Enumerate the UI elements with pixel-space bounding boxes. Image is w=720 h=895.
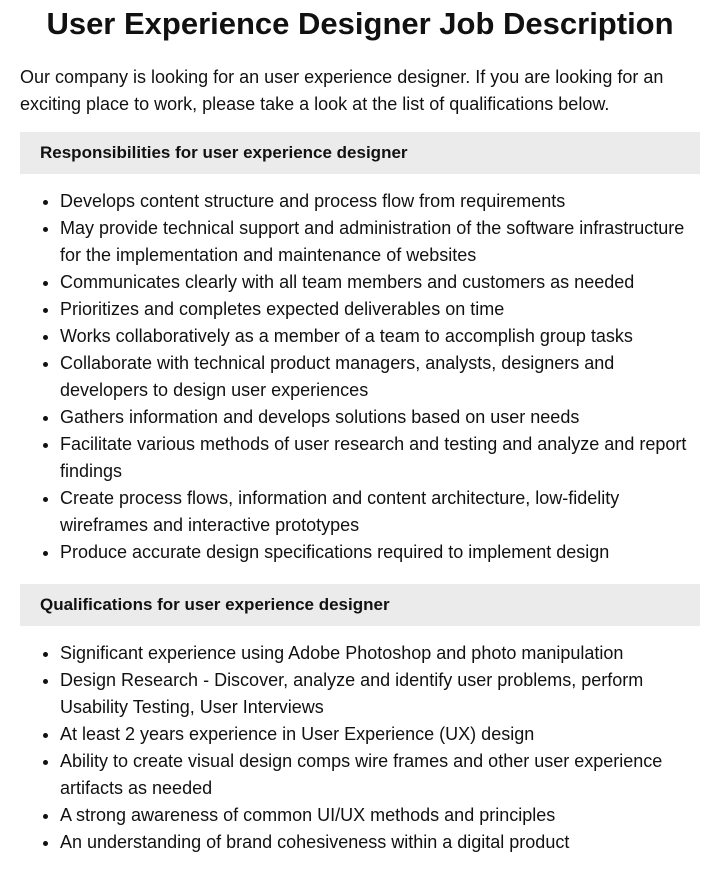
list-item: • Design Research - Discover, analyze and identify user problems, perform Usability Testing, User Interviews xyxy=(60,667,700,721)
page-title: User Experience Designer Job Description xyxy=(46,6,674,41)
list-item: • Facilitate various methods of user research and testing and analyze and report findings xyxy=(60,431,700,485)
section-list xyxy=(20,188,700,566)
list-item: • Produce accurate design specifications required to implement design xyxy=(60,539,700,566)
list-item: • At least 2 years experience in User Experience (UX) design xyxy=(60,721,700,748)
list-item: • Works collaboratively as a member of a team to accomplish group tasks xyxy=(60,323,700,350)
list-item: • Create process flows, information and content architecture, low-fidelity wireframes and interactive prototypes xyxy=(60,485,700,539)
section-list xyxy=(20,640,700,856)
list-item: • A strong awareness of common UI/UX methods and principles xyxy=(60,802,700,829)
list-item: • Significant experience using Adobe Photoshop and photo manipulation xyxy=(60,640,700,667)
list-item: • An understanding of brand cohesiveness within a digital product xyxy=(60,829,700,856)
section-heading: Qualifications for user experience designer xyxy=(20,584,700,626)
list-item: • May provide technical support and administration of the software infrastructure for the implementation and maintenance of websites xyxy=(60,215,700,269)
list-item: • Ability to create visual design comps wire frames and other user experience artifacts as needed xyxy=(60,748,700,802)
list-item: • Gathers information and develops solutions based on user needs xyxy=(60,404,700,431)
list-item: • Collaborate with technical product managers, analysts, designers and developers to design user experiences xyxy=(60,350,700,404)
list-item: • Communicates clearly with all team members and customers as needed xyxy=(60,269,700,296)
list-item: • Prioritizes and completes expected deliverables on time xyxy=(60,296,700,323)
intro-text: Our company is looking for an user experience designer. If you are looking for an exciting place to work, please take a look at the list of qualifications below. xyxy=(20,67,664,114)
list-item: • Develops content structure and process flow from requirements xyxy=(60,188,700,215)
section-heading: Responsibilities for user experience designer xyxy=(20,132,700,174)
